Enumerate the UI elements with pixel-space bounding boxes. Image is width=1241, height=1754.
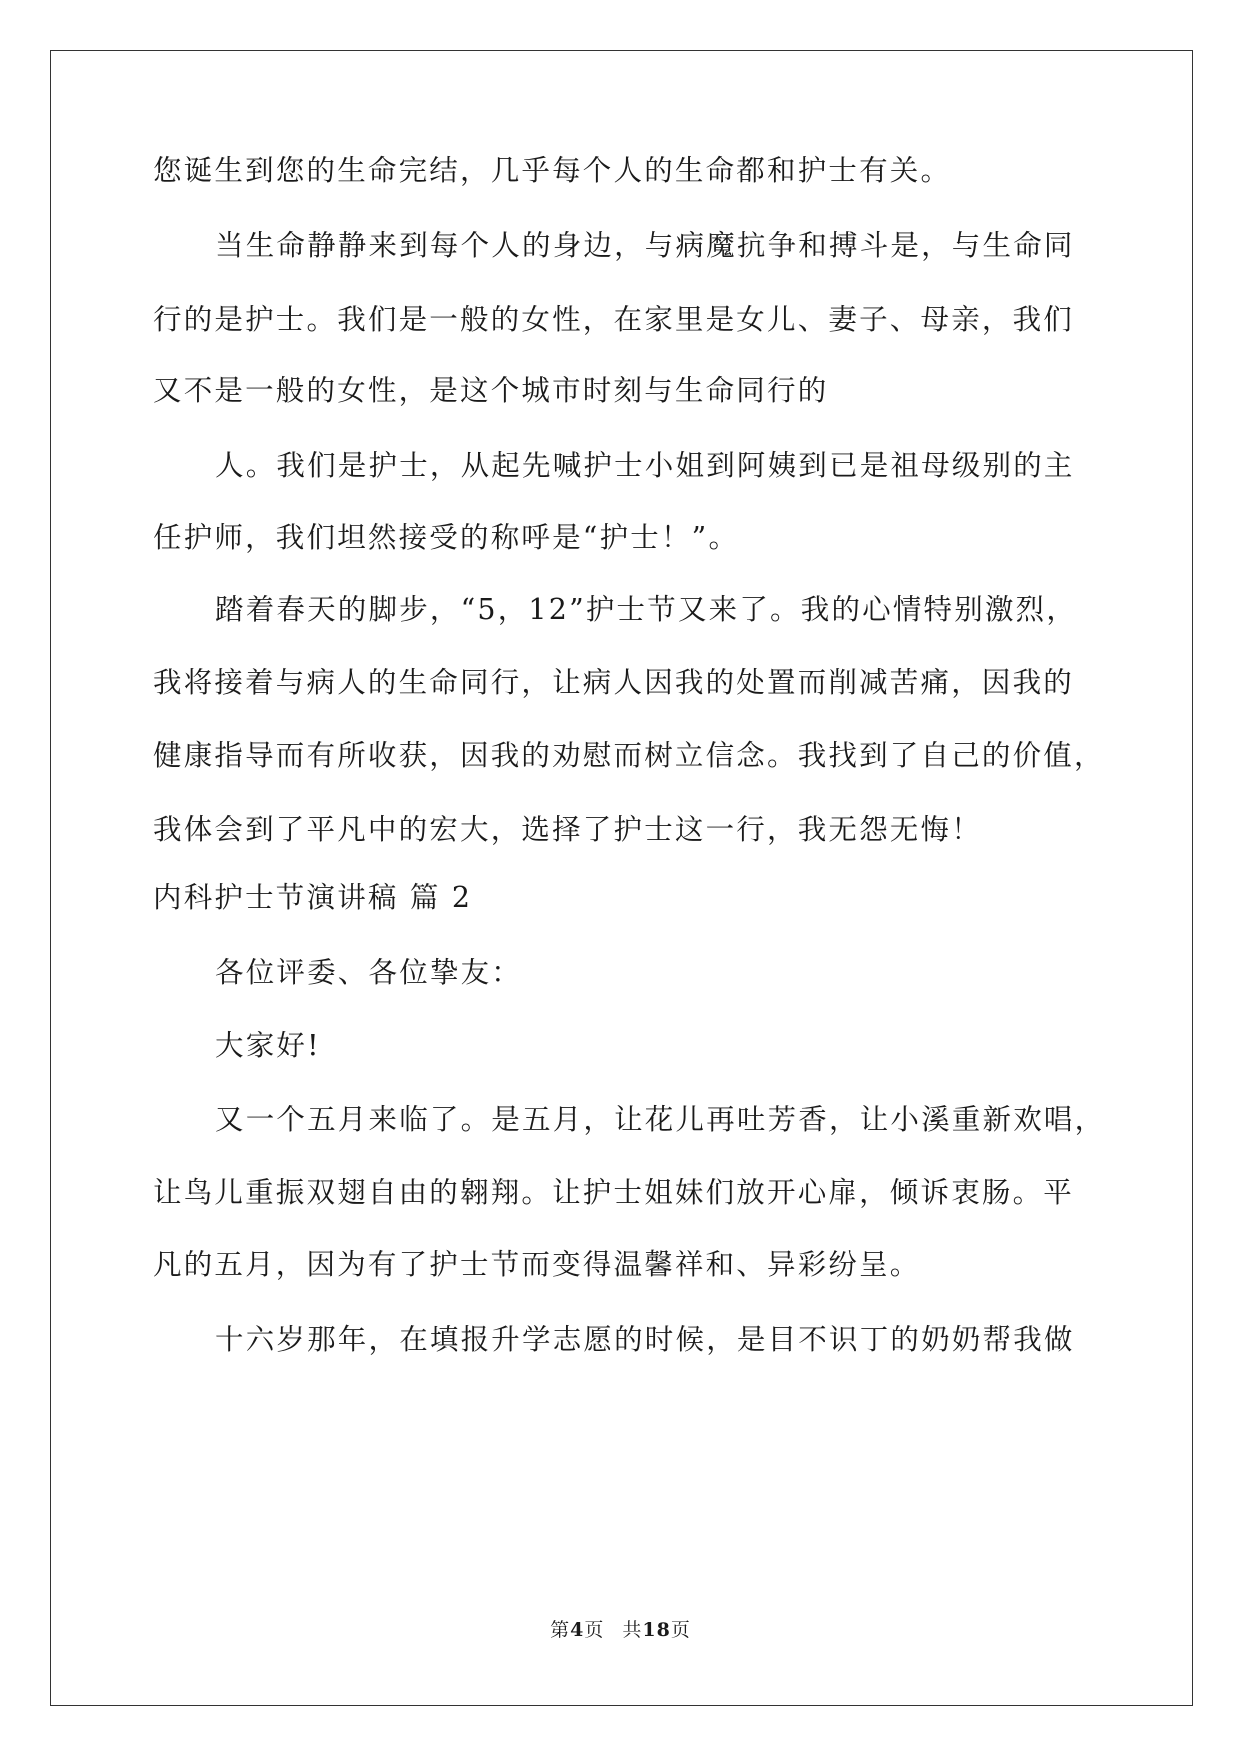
body-line-10: 我体会到了平凡中的宏大，选择了护士这一行，我无怨无悔！ <box>153 813 982 846</box>
body-line-12: 各位评委、各位挚友： <box>215 956 523 989</box>
body-line-14: 又一个五月来临了。是五月，让花儿再吐芳香，让小溪重新欢唱， <box>215 1103 1106 1136</box>
body-line-2: 当生命静静来到每个人的身边，与病魔抗争和搏斗是，与生命同 <box>215 229 1075 262</box>
footer-prefix: 第 <box>550 1619 571 1641</box>
page-frame <box>50 50 1193 1706</box>
page-number-footer <box>0 1618 1241 1642</box>
footer-current-page: 4 <box>570 1619 585 1641</box>
body-line-8: 我将接着与病人的生命同行，让病人因我的处置而削减苦痛，因我的 <box>153 666 1075 699</box>
body-line-3: 行的是护士。我们是一般的女性，在家里是女儿、妻子、母亲，我们 <box>153 303 1075 336</box>
section-heading: 内科护士节演讲稿 篇 2 <box>153 881 473 914</box>
body-line-15: 让鸟儿重振双翅自由的翱翔。让护士姐妹们放开心扉，倾诉衷肠。平 <box>153 1176 1075 1209</box>
body-line-6: 任护师，我们坦然接受的称呼是“护士！”。 <box>153 521 740 554</box>
body-line-4: 又不是一般的女性，是这个城市时刻与生命同行的 <box>153 374 829 407</box>
body-line-1: 您诞生到您的生命完结，几乎每个人的生命都和护士有关。 <box>153 154 952 187</box>
body-line-9: 健康指导而有所收获，因我的劝慰而树立信念。我找到了自己的价值， <box>153 739 1105 772</box>
body-line-5: 人。我们是护士，从起先喊护士小姐到阿姨到已是祖母级别的主 <box>215 449 1075 482</box>
body-line-7: 踏着春天的脚步，“5，12”护士节又来了。我的心情特别激烈， <box>215 593 1078 626</box>
footer-total-prefix: 共 <box>622 1619 643 1641</box>
footer-total-suffix: 页 <box>670 1619 691 1641</box>
footer-page-suffix: 页 <box>584 1619 605 1641</box>
body-line-16: 凡的五月，因为有了护士节而变得温馨祥和、异彩纷呈。 <box>153 1248 921 1281</box>
body-line-17: 十六岁那年，在填报升学志愿的时候，是目不识丁的奶奶帮我做 <box>215 1323 1075 1356</box>
body-line-13: 大家好! <box>215 1029 321 1062</box>
footer-total-pages: 18 <box>642 1619 671 1641</box>
